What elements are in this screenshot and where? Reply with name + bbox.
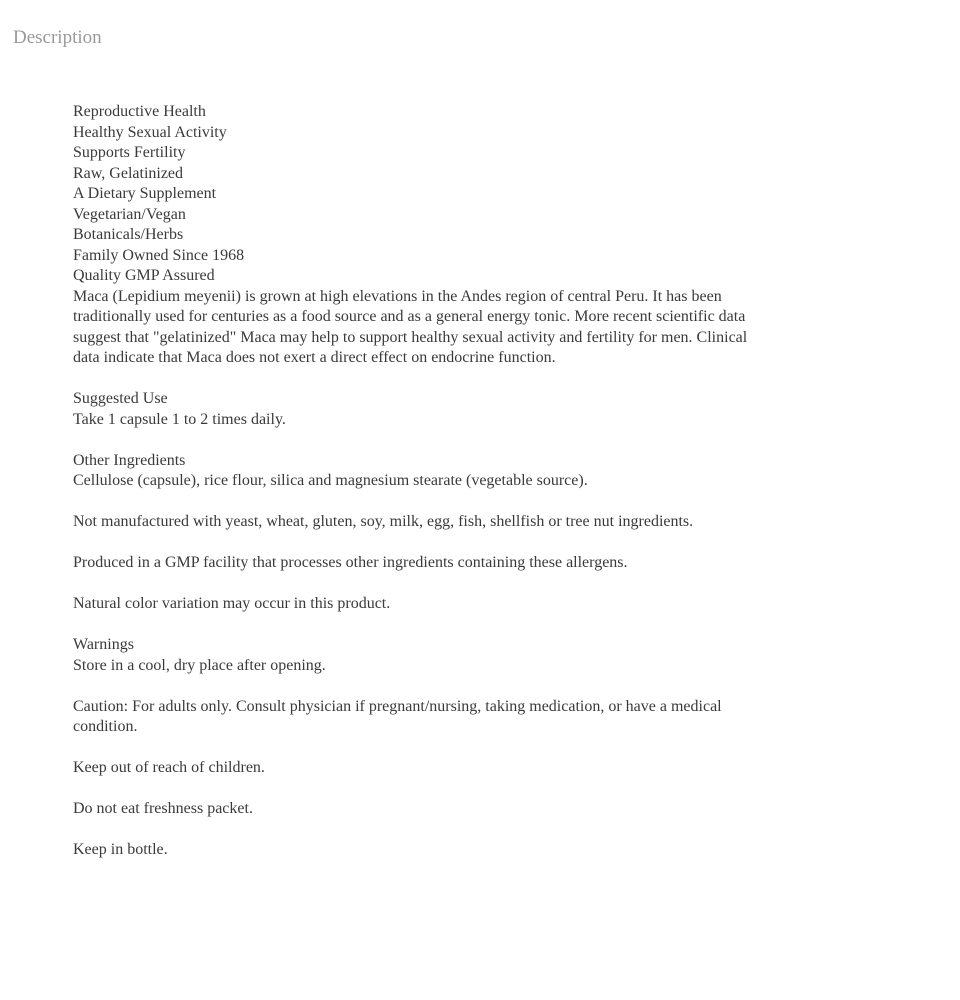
highlights-list [73, 102, 773, 287]
highlight-item: Quality GMP Assured [73, 267, 215, 284]
section-title: Description [13, 27, 102, 48]
caution-note: Caution: For adults only. Consult physician if pregnant/nursing, taking medication, or have a medical condition. [73, 697, 722, 735]
color-variation-note: Natural color variation may occur in this product. [73, 595, 391, 612]
suggested-use-heading: Suggested Use [73, 390, 168, 407]
highlight-item: Family Owned Since 1968 [73, 246, 245, 264]
other-ingredients-section [73, 451, 773, 492]
allergen-note: Not manufactured with yeast, wheat, gluten, soy, milk, egg, fish, shellfish or tree nut ingredients. [73, 513, 694, 530]
suggested-use-text: Take 1 capsule 1 to 2 times daily. [73, 410, 286, 428]
intro-paragraph: Maca (Lepidium meyenii) is grown at high elevations in the Andes region of central Peru. It has been traditionally used for centuries as a food source and as a general energy tonic. More recent scientific data suggest that "gelatinized" Maca may help to support healthy sexual activity and fertility for men. Clinical data indicate that Maca does not exert a direct effect on endocrine function. [73, 287, 748, 366]
warnings-section [73, 635, 773, 676]
keep-in-bottle-note: Keep in bottle. [73, 841, 168, 858]
other-ingredients-heading: Other Ingredients [73, 451, 186, 469]
highlight-item: Reproductive Health [73, 103, 206, 120]
highlight-item: A Dietary Supplement [73, 185, 217, 202]
children-note: Keep out of reach of children. [73, 759, 265, 776]
freshness-packet-note: Do not eat freshness packet. [73, 800, 253, 817]
highlight-item: Healthy Sexual Activity [73, 123, 227, 141]
highlight-item: Vegetarian/Vegan [73, 205, 186, 223]
highlight-item: Botanicals/Herbs [73, 226, 184, 243]
warnings-heading: Warnings [73, 636, 134, 653]
facility-note: Produced in a GMP facility that processes other ingredients containing these allergens. [73, 554, 628, 571]
highlight-item: Supports Fertility [73, 144, 186, 161]
suggested-use-section [73, 389, 773, 430]
warnings-text: Store in a cool, dry place after opening. [73, 656, 326, 674]
description-content [73, 102, 773, 861]
other-ingredients-text: Cellulose (capsule), rice flour, silica and magnesium stearate (vegetable source). [73, 472, 588, 489]
highlight-item: Raw, Gelatinized [73, 164, 184, 182]
